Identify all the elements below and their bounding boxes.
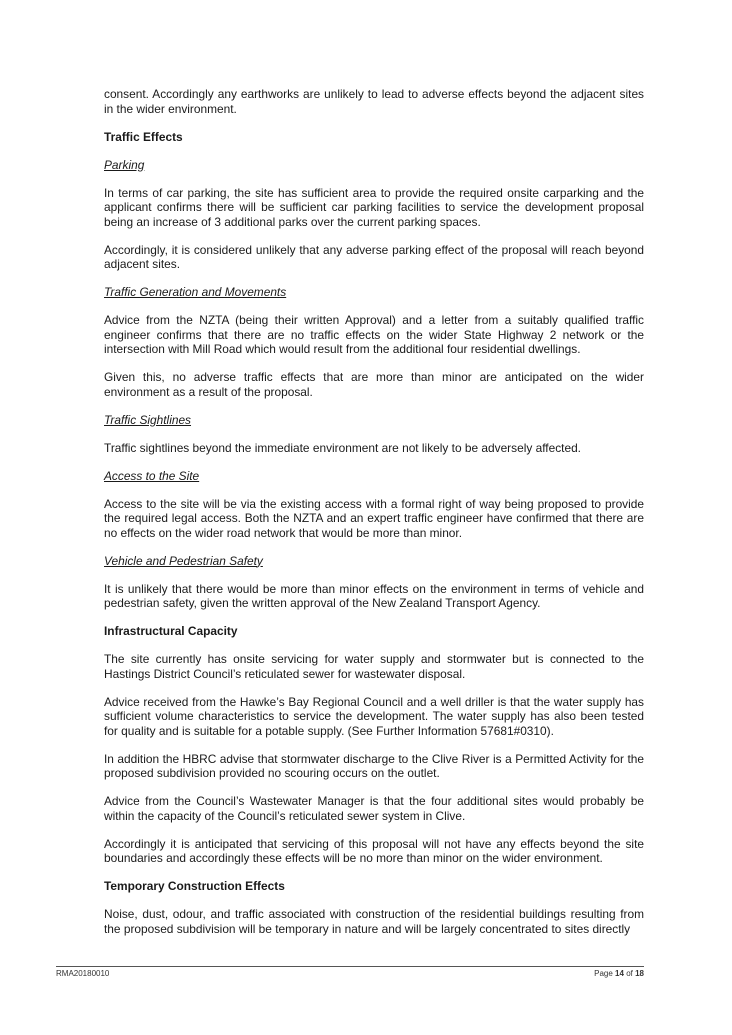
parking-heading: Parking [104, 157, 145, 172]
page-label: Page [594, 969, 613, 978]
total-pages: 18 [635, 969, 644, 978]
vehicle-pedestrian-safety-paragraph: It is unlikely that there would be more than minor effects on the environment in terms of vehicle and pedestrian safety, given the written approval of the New Zealand Transport Agency. [104, 581, 644, 610]
infrastructure-paragraph-5: Accordingly it is anticipated that servicing of this proposal will not have any effects beyond the site boundaries and accordingly these effects will be no more than minor on the wider environment. [104, 836, 644, 865]
traffic-sightlines-heading: Traffic Sightlines [104, 412, 192, 427]
of-label: of [626, 969, 633, 978]
infrastructure-paragraph-4: Advice from the Council’s Wastewater Manager is that the four additional sites would probably be within the capacity of the Council’s reticulated sewer system in Clive. [104, 794, 644, 823]
traffic-sightlines-paragraph: Traffic sightlines beyond the immediate environment are not likely to be adversely affected. [104, 440, 581, 455]
infrastructure-paragraph-3: In addition the HBRC advise that stormwater discharge to the Clive River is a Permitted Activity for the proposed subdivision provided no scouring occurs on the outlet. [104, 751, 644, 780]
footer-divider [56, 966, 644, 967]
intro-paragraph: consent. Accordingly any earthworks are unlikely to lead to adverse effects beyond the adjacent sites in the wider environment. [104, 87, 644, 116]
parking-paragraph-1: In terms of car parking, the site has sufficient area to provide the required onsite carparking and the applicant confirms there will be sufficient car parking facilities to service the development proposal being an increase of 3 additional parks over the current parking spaces. [104, 185, 644, 229]
page-number-indicator [594, 969, 644, 978]
infrastructure-paragraph-2: Advice received from the Hawke’s Bay Regional Council and a well driller is that the water supply has sufficient volume characteristics to service the development. The water supply has also been tested for quality and is suitable for a potable supply. (See Further Information 57681#0310). [104, 694, 644, 738]
traffic-generation-heading: Traffic Generation and Movements [104, 285, 287, 299]
construction-paragraph: Noise, dust, odour, and traffic associated with construction of the residential buildings resulting from the proposed subdivision will be temporary in nature and will be largely concentrated to sites directly [104, 907, 644, 936]
traffic-generation-paragraph-1: Advice from the NZTA (being their written Approval) and a letter from a suitably qualified traffic engineer confirms that there are no traffic effects on the wider State Highway 2 network or the intersection with Mill Road which would result from the additional four residential dwellings. [104, 313, 644, 356]
parking-paragraph-2: Accordingly, it is considered unlikely that any adverse parking effect of the proposal will reach beyond adjacent sites. [104, 242, 644, 271]
infrastructural-capacity-heading: Infrastructural Capacity [104, 624, 238, 638]
traffic-effects-heading: Traffic Effects [104, 129, 183, 144]
access-paragraph: Access to the site will be via the existing access with a formal right of way being proposed to provide the required legal access. Both the NZTA and an expert traffic engineer have confirmed that there are no effects on the wider road network that would be more than minor. [104, 496, 644, 540]
current-page-number: 14 [615, 969, 624, 978]
infrastructure-paragraph-1: The site currently has onsite servicing for water supply and stormwater but is connected to the Hastings District Council’s reticulated sewer for wastewater disposal. [104, 652, 644, 681]
footer-reference: RMA20180010 [56, 969, 110, 978]
access-heading: Access to the Site [104, 468, 200, 483]
temporary-construction-heading: Temporary Construction Effects [104, 879, 285, 893]
vehicle-pedestrian-safety-heading: Vehicle and Pedestrian Safety [104, 553, 263, 568]
document-body [104, 87, 644, 950]
traffic-generation-paragraph-2: Given this, no adverse traffic effects that are more than minor are anticipated on the wider environment as a result of the proposal. [104, 370, 644, 399]
